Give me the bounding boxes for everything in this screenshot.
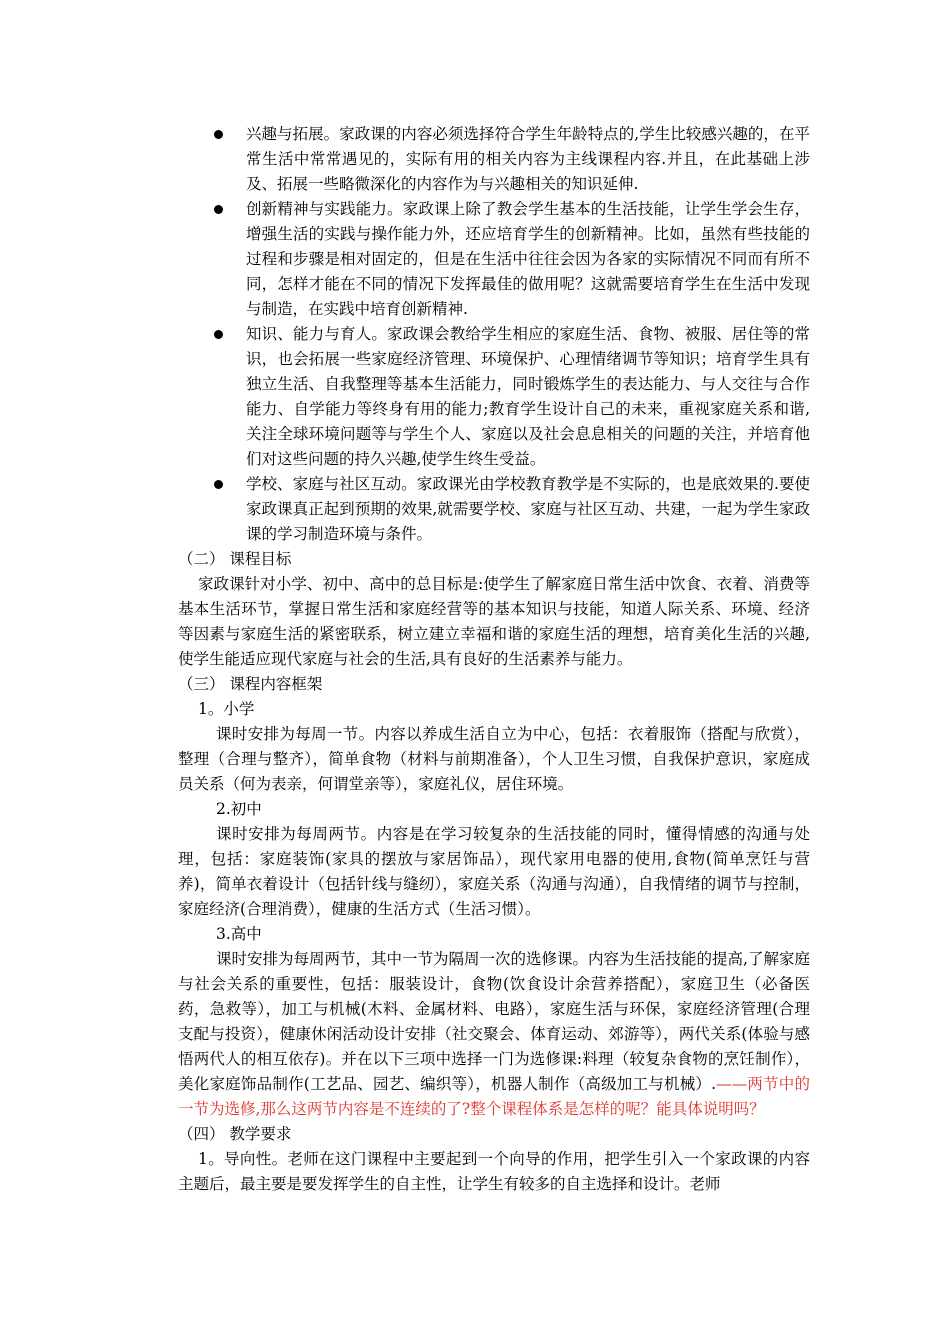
bullet-dot-icon [214, 205, 223, 214]
bullet-text: 学校、家庭与社区互动。家政课光由学校教育教学是不实际的，也是底效果的.要使家政课真正起到预期的效果,就需要学校、家庭与社区互动、共建，一起为学生家政课的学习制造环境与条件。 [246, 475, 810, 543]
primary-school-paragraph: 课时安排为每周一节。内容以养成生活自立为中心，包括：衣着服饰（搭配与欣赏），整理（合理与整齐），简单食物（材料与前期准备），个人卫生习惯，自我保护意识，家庭成员关系（何为表亲，何谓堂亲等），家庭礼仪，居住环境。 [178, 725, 810, 793]
bullet-text: 创新精神与实践能力。家政课上除了教会学生基本的生活技能，让学生学会生存，增强生活的实践与操作能力外，还应培育学生的创新精神。比如，虽然有些技能的过程和步骤是相对固定的，但是在生活中往往会因为各家的实际情况不同而有所不同，怎样才能在不同的情况下发挥最佳的做用呢？这就需要培育学生在生活中发现与制造，在实践中培育创新精神. [246, 200, 810, 318]
bullet-dot-icon [214, 480, 223, 489]
primary-school-title: 1。小学 [198, 700, 255, 718]
goals-paragraph: 家政课针对小学、初中、高中的总目标是:使学生了解家庭日常生活中饮食、衣着、消费等基本生活环节，掌握日常生活和家庭经营等的基本知识与技能，知道人际关系、环境、经济等因素与家庭生活的紧密联系，树立建立幸福和谐的家庭生活的理想，培育美化生活的兴趣,使学生能适应现代家庭与社会的生活,具有良好的生活素养与能力。 [178, 575, 810, 668]
bullet-item [178, 122, 810, 197]
document-content [178, 122, 810, 1197]
high-school-paragraph [178, 947, 810, 1122]
bullet-list [178, 122, 810, 547]
bullet-item [178, 322, 810, 472]
high-school-text: 课时安排为每周两节，其中一节为隔周一次的选修课。内容为生活技能的提高,了解家庭与社会关系的重要性，包括：服装设计，食物(饮食设计余营养搭配），家庭卫生（必备医药，急救等），加工与机械(木料、金属材料、电路），家庭生活与环保，家庭经济管理(合理支配与投资），健康休闲活动设计安排（社交聚会、体育运动、郊游等），两代关系(体验与感悟两代人的相互依存)。并在以下三项中选择一门为选修课:料理（较复杂食物的烹饪制作），美化家庭饰品制作(工艺品、园艺、编织等），机器人制作（高级加工与机械）. [178, 950, 810, 1093]
bullet-text: 知识、能力与育人。家政课会教给学生相应的家庭生活、食物、被服、居住等的常识，也会拓展一些家庭经济管理、环境保护、心理情绪调节等知识；培育学生具有独立生活、自我整理等基本生活能力，同时锻炼学生的表达能力、与人交往与合作能力、自学能力等终身有用的能力;教育学生设计自己的未来，重视家庭关系和谐,关注全球环境问题等与学生个人、家庭以及社会息息相关的问题的关注，并培育他们对这些问题的持久兴趣,使学生终生受益。 [246, 325, 810, 468]
section-heading-goals: （二） 课程目标 [178, 550, 292, 568]
bullet-dot-icon [214, 330, 223, 339]
bullet-item [178, 197, 810, 322]
section-heading-framework: （三） 课程内容框架 [178, 675, 323, 693]
bullet-text: 兴趣与拓展。家政课的内容必须选择符合学生年龄特点的,学生比较感兴趣的，在平常生活中常常遇见的，实际有用的相关内容为主线课程内容.并且，在此基础上涉及、拓展一些略微深化的内容作为与兴趣相关的知识延伸. [246, 125, 810, 193]
bullet-item [178, 472, 810, 547]
teaching-paragraph: 1。导向性。老师在这门课程中主要起到一个向导的作用，把学生引入一个家政课的内容主题后，最主要是要发挥学生的自主性，让学生有较多的自主选择和设计。老师 [178, 1150, 810, 1193]
bullet-dot-icon [214, 130, 223, 139]
high-school-title: 3.高中 [216, 925, 262, 943]
section-heading-teaching: （四） 教学要求 [178, 1125, 292, 1143]
middle-school-title: 2.初中 [216, 800, 262, 818]
middle-school-paragraph: 课时安排为每周两节。内容是在学习较复杂的生活技能的同时，懂得情感的沟通与处理，包括：家庭装饰(家具的摆放与家居饰品），现代家用电器的使用,食物(简单烹饪与营养)，简单衣着设计（包括针线与缝纫），家庭关系（沟通与沟通），自我情绪的调节与控制，家庭经济(合理消费），健康的生活方式（生活习惯）。 [178, 825, 810, 918]
review-comment: ——两节中的一节为选修,那么这两节内容是不连续的了?整个课程体系是怎样的呢？能具体说明吗？ [178, 1075, 810, 1118]
